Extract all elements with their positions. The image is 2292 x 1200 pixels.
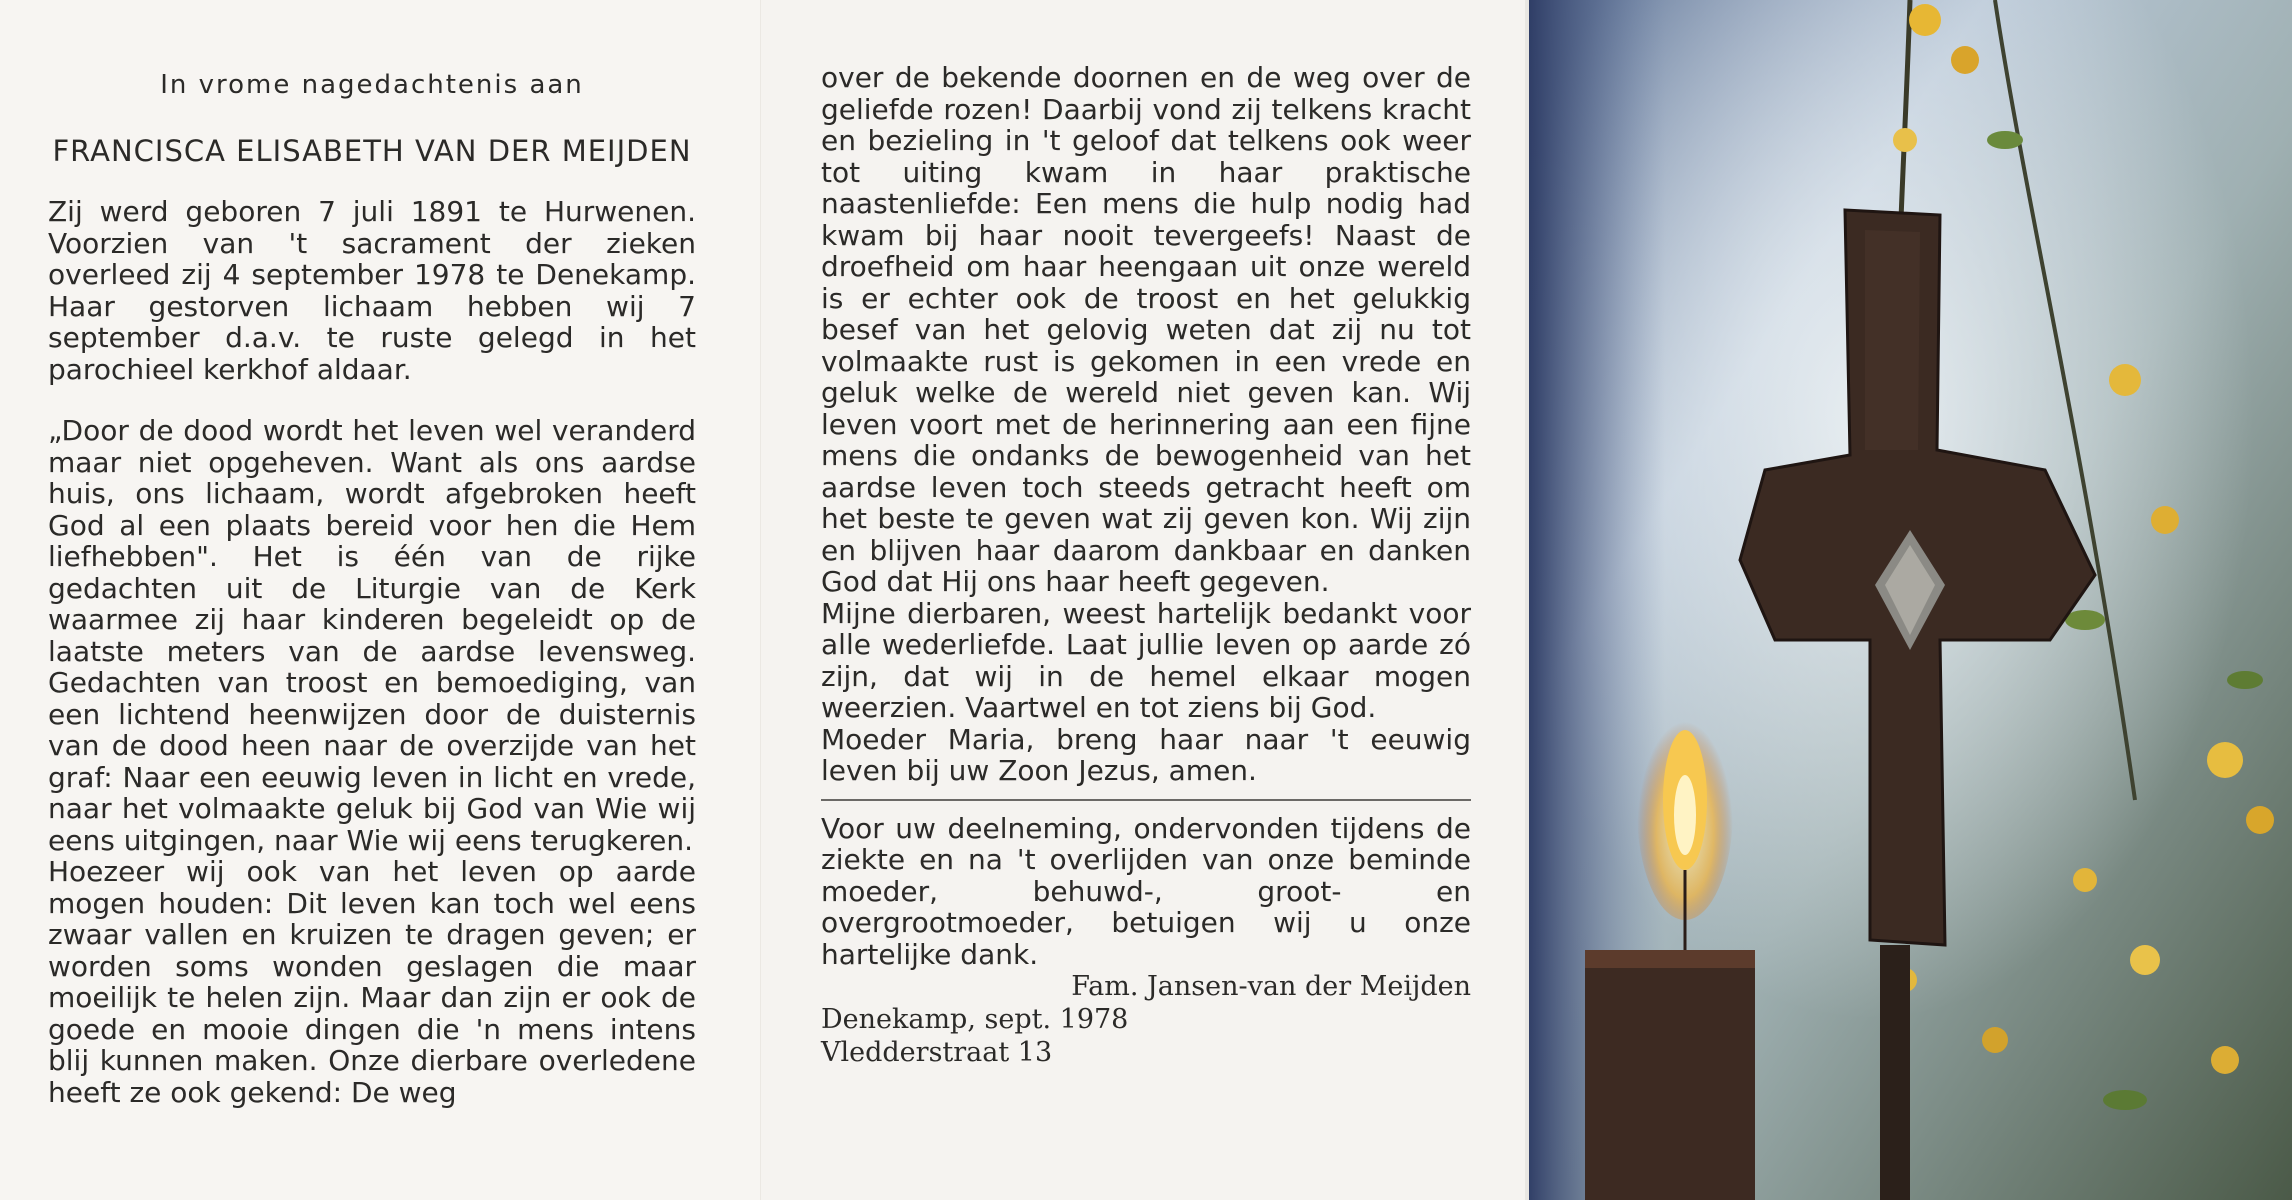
bio-paragraph: Zij werd geboren 7 juli 1891 te Hurwenen. Voorzien van 't sacrament der zieken overleed zij 4 september 1978 te Denekamp. Haar gestorven lichaam hebben wij 7 september d.a.v. te ruste gelegd in het parochieel kerkhof aldaar. [48, 195, 696, 386]
photo-panel [1525, 0, 2292, 1200]
middle-paragraph-1: over de bekende doornen en de weg over de geliefde rozen! Daarbij vond zij telkens kracht en bezieling in 't geloof dat telkens ook weer tot uiting kwam in haar praktische naastenliefde: Een mens die hulp nodig had kwam bij haar nooit tevergeefs! Naast de droefheid om haar heengaan uit onze wereld is er echter ook de troost en het gelukkig besef van het gelovig weten dat zij nu tot volmaakte rust is gekomen in een vrede en geluk welke de wereld niet geven kan. Wij leven voort met de herinnering aan een fijne mens die ondanks de bewogenheid van het aardse leven toch steeds getracht heeft om het beste te geven wat zij geven kon. Wij zijn en blijven haar daarom dankbaar en danken God dat Hij ons haar heeft gegeven. [821, 61, 1471, 598]
intro-heading: In vrome nagedachtenis aan [160, 70, 584, 100]
middle-paragraph-2: Mijne dierbaren, weest hartelijk bedankt voor alle wederliefde. Laat jullie leven op aarde zó zijn, dat wij in de hemel elkaar mogen weerzien. Vaartwel en tot ziens bij God. [821, 596, 1471, 724]
quote-paragraph: „Door de dood wordt het leven wel veranderd maar niet opgeheven. Want als ons aardse huis, ons lichaam, wordt afgebroken heeft God al een plaats bereid voor hen die Hem liefhebben". Het is één van de rijke gedachten uit de Liturgie van de Kerk waarmee zij haar kinderen begeleidt op de laatste meters van de aardse levensweg. Gedachten van troost en bemoediging, van een lichtend heenwijzen door de duisternis van de dood heen naar de overzijde van het graf: Naar een eeuwig leven in licht en vrede, naar het volmaakte geluk bij God van Wie wij eens uitgingen, naar Wie wij eens terugkeren. [48, 414, 696, 857]
middle-column [821, 62, 1471, 1069]
thanks-paragraph: Voor uw deelneming, ondervonden tijdens de ziekte en na 't overlijden van onze beminde moeder, behuwd-, groot- en overgrootmoeder, betuigen wij u onze hartelijke dank. [821, 811, 1471, 971]
middle-panel [760, 0, 1526, 1200]
divider-line [821, 799, 1471, 801]
deceased-name: FRANCISCA ELISABETH VAN DER MEIJDEN [52, 134, 692, 168]
place-date: Denekamp, sept. 1978 [821, 1004, 1129, 1035]
left-paragraph-3: Hoezeer wij ook van het leven op aarde mogen houden: Dit leven kan toch wel eens zwaar vallen en kruizen te dragen geven; er worden soms wonden geslagen die maar moeilijk te helen zijn. Maar dan zijn er ook de goede en mooie dingen die 'n mens intens blij kunnen maken. Onze dierbare overledene heeft ze ook gekend: De weg [48, 855, 696, 1109]
signature-block [821, 970, 1471, 1069]
family-name: Fam. Jansen-van der Meijden [1071, 971, 1471, 1002]
middle-paragraph-3: Moeder Maria, breng haar naar 't eeuwig leven bij uw Zoon Jezus, amen. [821, 722, 1471, 787]
cross-candle-photo [1525, 0, 2292, 1200]
left-panel [0, 0, 760, 1200]
left-column [48, 62, 696, 1108]
address: Vledderstraat 13 [821, 1037, 1053, 1068]
